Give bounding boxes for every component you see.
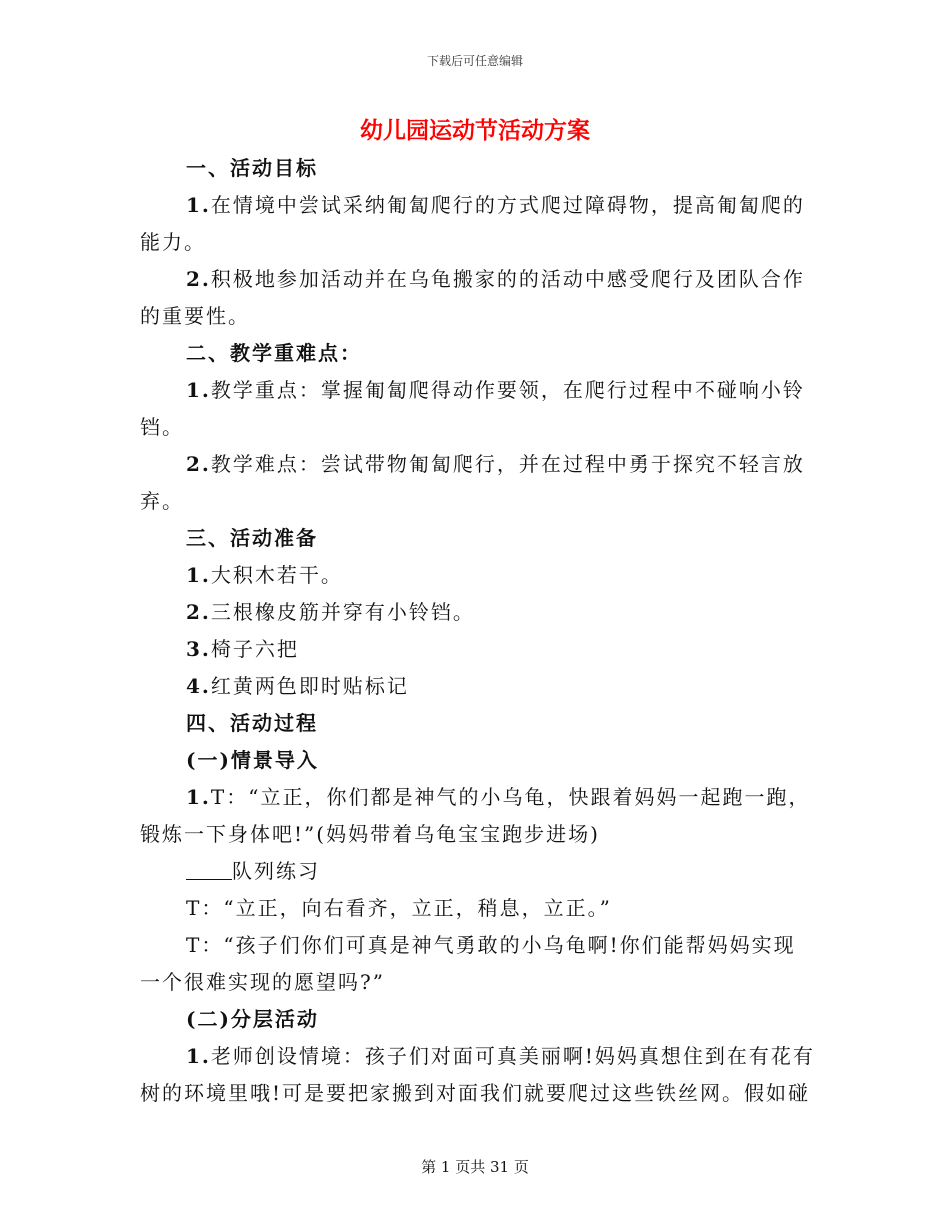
paragraph-text: T：“立正，你们都是神气的小乌龟，快跟着妈妈一起跑一跑，	[210, 785, 811, 809]
document-title: 幼儿园运动节活动方案	[360, 117, 590, 144]
paragraph-continuation: 树的环境里哦!可是要把家搬到对面我们就要爬过这些铁丝网。假如碰	[140, 1081, 811, 1105]
paragraph	[140, 853, 800, 890]
list-item-text: 大积木若干。	[210, 563, 343, 587]
fill-in-blank	[186, 857, 232, 880]
page-header-note: 下载后可任意编辑	[426, 54, 523, 68]
paragraph-continuation: 弃。	[140, 489, 184, 513]
subsection-heading: (一)情景导入	[186, 748, 319, 772]
section-heading: 三、活动准备	[186, 526, 318, 550]
paragraph-continuation: 铛。	[140, 415, 184, 439]
item-number: 1.	[186, 378, 211, 402]
paragraph-continuation: 一个很难实现的愿望吗?”	[140, 970, 385, 994]
paragraph-continuation: 能力。	[140, 230, 206, 254]
paragraph-continuation: 的重要性。	[140, 304, 250, 328]
paragraph	[140, 1038, 815, 1075]
paragraph-text: 在情境中尝试采纳匍匐爬行的方式爬过障碍物，提高匍匐爬的	[210, 193, 805, 217]
paragraph-text: 队列练习	[232, 859, 320, 883]
list-item-text: 椅子六把	[210, 637, 299, 661]
list-item-text: 三根橡皮筋并穿有小铃铛。	[210, 600, 475, 624]
paragraph-text: 积极地参加活动并在乌龟搬家的的活动中感受爬行及团队合作	[210, 267, 805, 291]
document-body	[140, 150, 815, 1112]
item-number: 3.	[186, 637, 211, 661]
list-item	[140, 557, 800, 594]
list-item-text: 红黄两色即时贴标记	[210, 674, 409, 698]
section-heading: 四、活动过程	[186, 711, 318, 735]
section-heading: 二、教学重难点：	[186, 341, 362, 365]
item-number: 1.	[186, 563, 211, 587]
list-item	[140, 594, 800, 631]
paragraph	[140, 779, 811, 816]
subsection-heading: (二)分层活动	[186, 1007, 319, 1031]
item-number: 2.	[186, 452, 211, 476]
paragraph	[140, 187, 805, 224]
section-heading: 一、活动目标	[186, 156, 318, 180]
paragraph-continuation: 锻炼一下身体吧!”(妈妈带着乌龟宝宝跑步进场)	[140, 822, 600, 846]
item-number: 2.	[186, 267, 211, 291]
list-item	[140, 631, 800, 668]
paragraph-text: 教学重点：掌握匍匐爬得动作要领，在爬行过程中不碰响小铃	[210, 378, 805, 402]
paragraph	[140, 261, 805, 298]
list-item	[140, 668, 800, 705]
page-footer: 第 1 页共 31 页	[421, 1158, 529, 1176]
item-number: 1.	[186, 193, 211, 217]
paragraph	[140, 446, 805, 483]
paragraph	[140, 372, 805, 409]
paragraph-text: 教学难点：尝试带物匍匐爬行，并在过程中勇于探究不轻言放	[210, 452, 805, 476]
item-number: 2.	[186, 600, 211, 624]
item-number: 4.	[186, 674, 211, 698]
item-number: 1.	[186, 1044, 211, 1068]
paragraph: T：“立正，向右看齐，立正，稍息，立正。”	[186, 896, 612, 920]
paragraph-text: 老师创设情境：孩子们对面可真美丽啊!妈妈真想住到在有花有	[210, 1044, 815, 1068]
item-number: 1.	[186, 785, 211, 809]
paragraph: T：“孩子们你们可真是神气勇敢的小乌龟啊!你们能帮妈妈实现	[186, 933, 796, 957]
